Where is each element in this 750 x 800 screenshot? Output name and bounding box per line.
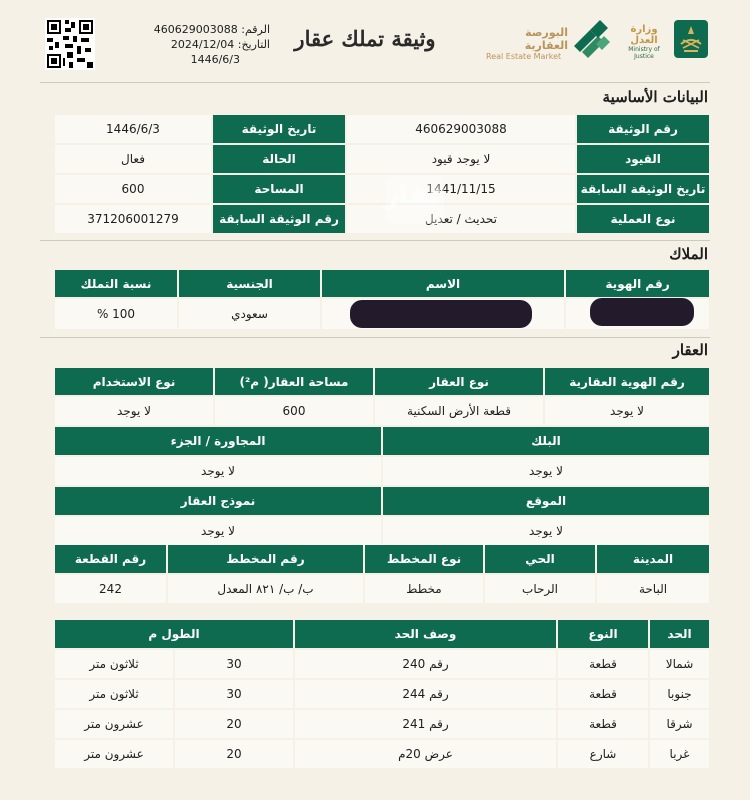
document-title: وثيقة تملك عقار bbox=[294, 26, 436, 51]
prop-header-plot-number: رقم القطعة bbox=[55, 545, 166, 573]
redaction-id bbox=[590, 298, 694, 326]
value-document-number: 460629003088 bbox=[347, 115, 575, 143]
basic-divider bbox=[40, 240, 710, 241]
owners-header-name: الاسم bbox=[322, 270, 564, 297]
label-restrictions: القيود bbox=[577, 145, 709, 173]
border-description: رقم 241 bbox=[295, 710, 556, 738]
rem-arabic-name: البورصة العقارية bbox=[524, 26, 568, 52]
prop-value-block: لا يوجد bbox=[383, 457, 709, 485]
border-description: عرض 20م bbox=[295, 740, 556, 768]
label-previous-document-date: تاريخ الوثيقة السابقة bbox=[577, 175, 709, 203]
document-header bbox=[0, 0, 750, 80]
number-value: 460629003088 bbox=[153, 23, 238, 36]
border-type: قطعة bbox=[558, 650, 648, 678]
number-label: الرقم: bbox=[241, 23, 270, 36]
prop-value-city: الباحة bbox=[597, 575, 709, 603]
prop-header-property-area: مساحة العقار( م²) bbox=[215, 368, 373, 395]
label-operation-type: نوع العملية bbox=[577, 205, 709, 233]
owners-header-nationality: الجنسية bbox=[179, 270, 320, 297]
prop-header-property-type: نوع العقار bbox=[375, 368, 543, 395]
border-length-words: ثلاثون متر bbox=[55, 650, 173, 678]
real-estate-market-logo-icon bbox=[570, 16, 612, 60]
border-type: قطعة bbox=[558, 710, 648, 738]
document-meta bbox=[140, 22, 270, 67]
prop-value-plan-number: ب/ ب/ ٨٢١ المعدل bbox=[168, 575, 363, 603]
prop-value-property-area: 600 bbox=[215, 397, 373, 425]
header-divider bbox=[40, 82, 710, 83]
owners-title: الملاك bbox=[669, 245, 708, 263]
owners-divider bbox=[40, 337, 710, 338]
header-logos bbox=[480, 14, 710, 74]
owners-header-id: رقم الهوية bbox=[566, 270, 709, 297]
prop-value-location: لا يوجد bbox=[383, 517, 709, 545]
owners-header-share: نسبة التملك bbox=[55, 270, 177, 297]
border-length-words: عشرون متر bbox=[55, 740, 173, 768]
value-previous-document-number: 371206001279 bbox=[55, 205, 211, 233]
border-length: 20 bbox=[175, 740, 293, 768]
border-length-words: ثلاثون متر bbox=[55, 680, 173, 708]
prop-header-property-id: رقم الهوية العقارية bbox=[545, 368, 709, 395]
value-operation-type: تحديث / تعديل bbox=[347, 205, 575, 233]
label-area: المساحة bbox=[213, 175, 345, 203]
value-restrictions: لا يوجد قيود bbox=[347, 145, 575, 173]
redaction-name bbox=[350, 300, 532, 328]
value-area: 600 bbox=[55, 175, 211, 203]
prop-header-city: المدينة bbox=[597, 545, 709, 573]
border-type: قطعة bbox=[558, 680, 648, 708]
borders-header-type: النوع bbox=[558, 620, 648, 648]
prop-header-district: الحي bbox=[485, 545, 595, 573]
border-length: 20 bbox=[175, 710, 293, 738]
border-side: شمالا bbox=[650, 650, 709, 678]
prop-value-property-type: قطعة الأرض السكنية bbox=[375, 397, 543, 425]
property-title: العقار bbox=[672, 341, 708, 359]
value-previous-document-date: 1441/11/15 bbox=[347, 175, 575, 203]
label-previous-document-number: رقم الوثيقة السابقة bbox=[213, 205, 345, 233]
prop-header-block: البلك bbox=[383, 427, 709, 455]
real-estate-market-logo-text bbox=[486, 26, 568, 61]
date-hijri: 1446/6/3 bbox=[190, 53, 240, 66]
prop-value-plan-type: مخطط bbox=[365, 575, 483, 603]
basic-data-title: البيانات الأساسية bbox=[602, 88, 708, 106]
label-status: الحالة bbox=[213, 145, 345, 173]
border-length: 30 bbox=[175, 680, 293, 708]
prop-value-property-model: لا يوجد bbox=[55, 517, 381, 545]
borders-header-side: الحد bbox=[650, 620, 709, 648]
border-description: رقم 240 bbox=[295, 650, 556, 678]
prop-value-neighborhood-part: لا يوجد bbox=[55, 457, 381, 485]
borders-header-length: الطول م bbox=[55, 620, 293, 648]
prop-header-neighborhood-part: المجاورة / الجزء bbox=[55, 427, 381, 455]
borders-header-description: وصف الحد bbox=[295, 620, 556, 648]
prop-header-property-model: نموذج العقار bbox=[55, 487, 381, 515]
label-document-date: تاريخ الوثيقة bbox=[213, 115, 345, 143]
date-label: التاريخ: bbox=[237, 38, 270, 51]
border-length-words: عشرون متر bbox=[55, 710, 173, 738]
prop-header-location: الموقع bbox=[383, 487, 709, 515]
ministry-of-justice-logo-text bbox=[618, 24, 670, 60]
prop-value-district: الرحاب bbox=[485, 575, 595, 603]
aqar-watermark-text: عقار bbox=[384, 180, 446, 210]
prop-value-usage-type: لا يوجد bbox=[55, 397, 213, 425]
prop-header-plan-type: نوع المخطط bbox=[365, 545, 483, 573]
border-length: 30 bbox=[175, 650, 293, 678]
border-description: رقم 244 bbox=[295, 680, 556, 708]
owner-share: 100 % bbox=[55, 299, 177, 329]
qr-code-icon bbox=[45, 18, 95, 70]
border-side: شرقا bbox=[650, 710, 709, 738]
owner-nationality: سعودي bbox=[179, 299, 320, 329]
border-side: غربا bbox=[650, 740, 709, 768]
moj-arabic-name: وزارة العدل bbox=[630, 24, 658, 46]
prop-header-usage-type: نوع الاستخدام bbox=[55, 368, 213, 395]
prop-value-property-id: لا يوجد bbox=[545, 397, 709, 425]
border-side: جنوبا bbox=[650, 680, 709, 708]
value-status: فعال bbox=[55, 145, 211, 173]
moj-english-name: Ministry of Justice bbox=[628, 46, 660, 60]
ministry-emblem-icon bbox=[674, 20, 708, 58]
border-type: شارع bbox=[558, 740, 648, 768]
prop-header-plan-number: رقم المخطط bbox=[168, 545, 363, 573]
label-document-number: رقم الوثيقة bbox=[577, 115, 709, 143]
date-gregorian: 2024/12/04 bbox=[170, 38, 235, 51]
prop-value-plot-number: 242 bbox=[55, 575, 166, 603]
rem-english-name: Real Estate Market bbox=[486, 52, 562, 61]
value-document-date: 1446/6/3 bbox=[55, 115, 211, 143]
